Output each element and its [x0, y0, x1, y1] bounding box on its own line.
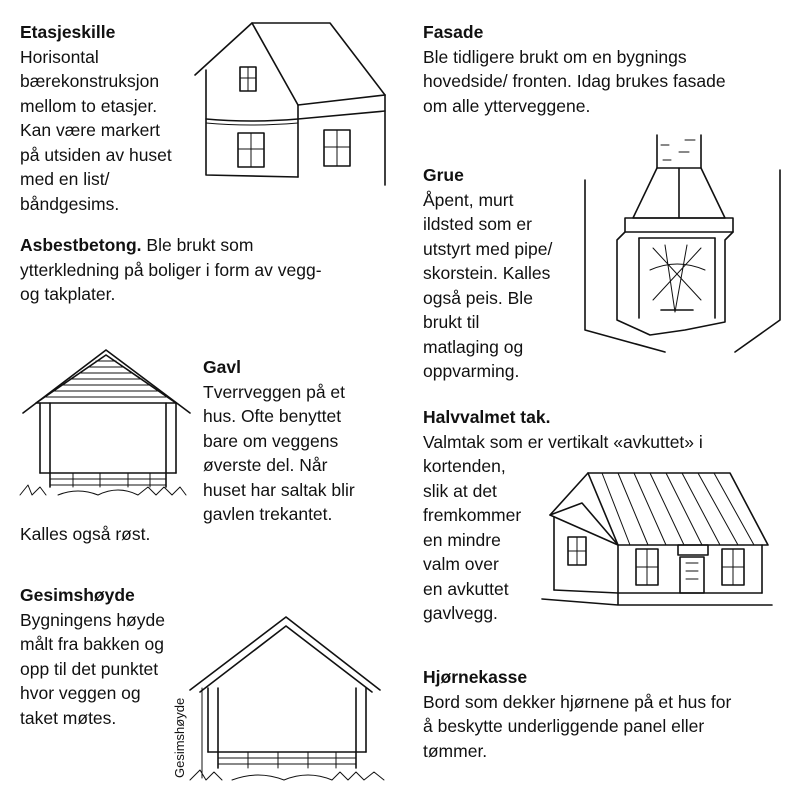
- term-title: Hjørnekasse: [423, 667, 528, 687]
- half-hipped-house-illustration: [540, 465, 780, 615]
- term-definition: Horisontal bærekonstruksjon mellom to etasjer. Kan være markert på utsiden av huset med en list/ båndgesims.: [20, 46, 172, 214]
- term-definition-first-line: Ble brukt som: [141, 235, 254, 255]
- term-title: Etasjeskille: [20, 22, 116, 42]
- term-title: Grue: [423, 165, 464, 185]
- term-title: Gavl: [203, 357, 241, 377]
- gavl-tail-text: Kalles også røst.: [20, 524, 151, 544]
- term-definition-first-line: Valmtak som er vertikalt «avkuttet» i: [423, 431, 703, 452]
- entry-fasade: [423, 20, 726, 118]
- cornice-height-section-illustration: [188, 612, 398, 787]
- term-definition: ytterkledning på boliger i form av vegg- og takplater.: [20, 259, 322, 304]
- term-title: Fasade: [423, 22, 484, 42]
- entry-asbestbetong: [20, 233, 322, 307]
- entry-gesimshoyde: [20, 583, 165, 730]
- term-definition: Bygningens høyde målt fra bakken og opp til det punktet hvor veggen og taket møtes.: [20, 609, 165, 728]
- term-title: Asbestbetong.: [20, 235, 142, 255]
- term-definition: Åpent, murt ildsted som er utstyrt med pipe/ skorstein. Kalles også peis. Ble brukt til matlaging og oppvarming.: [423, 189, 553, 381]
- term-definition: Bord som dekker hjørnene på et hus for å beskytte underliggende panel eller tømmer.: [423, 691, 732, 761]
- cornice-height-label: Gesimshøyde: [172, 697, 187, 778]
- entry-gavl: [203, 355, 355, 527]
- entry-etasjeskille: [20, 20, 172, 216]
- entry-grue: [423, 163, 552, 384]
- term-title: Gesimshøyde: [20, 585, 135, 605]
- fireplace-illustration: [575, 130, 785, 355]
- term-definition: Ble tidligere brukt om en bygnings hovedside/ fronten. Idag brukes fasade om alle ytterveggene.: [423, 46, 726, 116]
- term-definition: Tverrveggen på et hus. Ofte benyttet bare om veggens øverste del. Når huset har saltak blir gavlen trekantet.: [203, 381, 355, 524]
- house-band-molding-illustration: [190, 15, 390, 185]
- gable-wall-illustration: [18, 345, 198, 500]
- term-definition: kortenden, slik at det fremkommer en mindre valm over en avkuttet gavlvegg.: [423, 456, 522, 623]
- term-title: Halvvalmet tak.: [423, 407, 551, 427]
- entry-hjornekasse: [423, 665, 731, 763]
